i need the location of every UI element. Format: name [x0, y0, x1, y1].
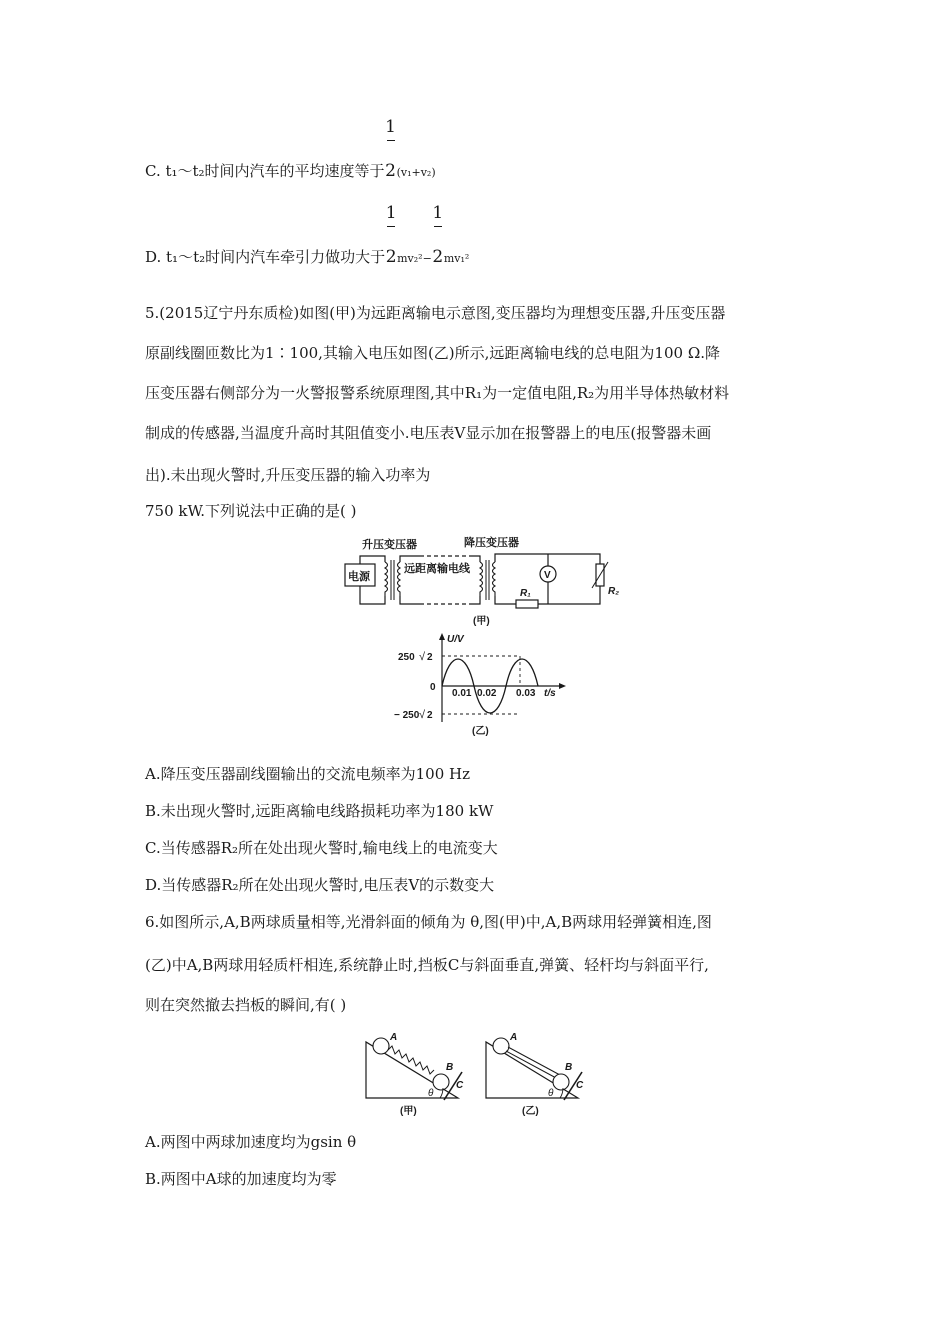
- q5-option-c: C.当传感器R₂所在处出现火警时,输电线上的电流变大: [145, 839, 498, 857]
- q5-option-b: B.未出现火警时,远距离输电线路损耗功率为180 kW: [145, 802, 494, 820]
- label-theta-yi: θ: [548, 1088, 554, 1099]
- x-axis-label: t/s: [544, 688, 556, 699]
- fraction-half-2: $\frac{1}{2}$: [432, 203, 444, 267]
- q5-voltage-graph: [392, 630, 572, 740]
- caption-jia: (甲): [473, 616, 490, 627]
- caption-fig-yi: (乙): [522, 1106, 539, 1117]
- q6-option-a: A.两图中两球加速度均为gsin θ: [145, 1133, 357, 1151]
- y-tick-bottom-root: 2: [427, 710, 433, 721]
- q4-option-d-mid: mv₂²−: [397, 252, 432, 265]
- label-step-down: 降压变压器: [464, 537, 519, 549]
- label-voltmeter: V: [544, 570, 551, 581]
- q4-option-c-text: C. t₁～t₂时间内汽车的平均速度等于: [145, 162, 385, 180]
- q5-option-d: D.当传感器R₂所在处出现火警时,电压表V的示数变大: [145, 876, 495, 894]
- q4-option-d-text: D. t₁～t₂时间内汽车牵引力做功大于: [145, 248, 386, 266]
- q5-option-a: A.降压变压器副线圈输出的交流电频率为100 Hz: [145, 765, 470, 783]
- q5-stem-line-3: 压变压器右侧部分为一火警报警系统原理图,其中R₁为一定值电阻,R₂为用半导体热敏材料: [145, 384, 730, 402]
- fraction-half: $\frac{1}{2}$: [385, 203, 397, 267]
- caption-yi: (乙): [472, 726, 489, 737]
- y-tick-bottom: − 250: [394, 710, 420, 721]
- label-c-yi: C: [576, 1080, 584, 1091]
- q6-stem-line-3: 则在突然撤去挡板的瞬间,有( ): [145, 996, 347, 1014]
- label-r1: R₁: [520, 588, 531, 599]
- y-tick-zero: 0: [430, 682, 436, 693]
- y-axis-label: U/V: [447, 634, 464, 645]
- label-step-up: 升压变压器: [362, 539, 417, 551]
- q5-stem-line-1: 5.(2015辽宁丹东质检)如图(甲)为远距离输电示意图,变压器均为理想变压器,升压变压器: [145, 304, 726, 322]
- fraction-half: $\frac{1}{2}$: [385, 117, 396, 181]
- label-c-jia: C: [456, 1080, 464, 1091]
- label-r2: R₂: [608, 586, 620, 597]
- x-tick-003: 0.03: [516, 688, 536, 699]
- label-a-jia: A: [390, 1032, 398, 1043]
- caption-fig-jia: (甲): [400, 1106, 417, 1117]
- x-tick-002: 0.02: [477, 688, 497, 699]
- sqrt-symbol-top: √: [419, 651, 426, 663]
- q5-stem-line-4: 制成的传感器,当温度升高时其阻值变小.电压表V显示加在报警器上的电压(报警器未画: [145, 424, 712, 442]
- label-b-jia: B: [446, 1062, 454, 1073]
- label-theta-jia: θ: [428, 1088, 434, 1099]
- q6-incline-diagram: [360, 1026, 590, 1118]
- sqrt-symbol-bottom: √: [419, 709, 426, 721]
- label-power-source: 电源: [348, 571, 370, 583]
- q6-option-b: B.两图中A球的加速度均为零: [145, 1170, 337, 1188]
- y-tick-top-root: 2: [427, 652, 433, 663]
- q5-stem-line-6: 750 kW.下列说法中正确的是( ): [145, 502, 357, 520]
- q6-stem-line-1: 6.如图所示,A,B两球质量相等,光滑斜面的倾角为 θ,图(甲)中,A,B两球用轻弹簧相连,图: [145, 913, 712, 931]
- q5-stem-line-2: 原副线圈匝数比为1∶100,其输入电压如图(乙)所示,远距离输电线的总电阻为100 Ω.降: [145, 344, 721, 362]
- x-tick-001: 0.01: [452, 688, 472, 699]
- q6-stem-line-2: (乙)中A,B两球用轻质杆相连,系统静止时,挡板C与斜面垂直,弹簧、轻杆均与斜面平行,: [145, 956, 709, 974]
- label-b-yi: B: [565, 1062, 573, 1073]
- q4-option-c: [145, 117, 436, 184]
- q5-stem-line-5: 出).未出现火警时,升压变压器的输入功率为: [145, 466, 431, 484]
- q4-option-d: [145, 203, 470, 270]
- q5-circuit-diagram: [340, 532, 620, 632]
- label-transmission-line: 远距离输电线: [404, 563, 470, 575]
- y-tick-top: 250: [398, 652, 415, 663]
- q4-option-d-tail: mv₁²: [443, 252, 470, 265]
- q4-option-c-tail: (v₁+v₂): [396, 166, 436, 179]
- label-a-yi: A: [510, 1032, 518, 1043]
